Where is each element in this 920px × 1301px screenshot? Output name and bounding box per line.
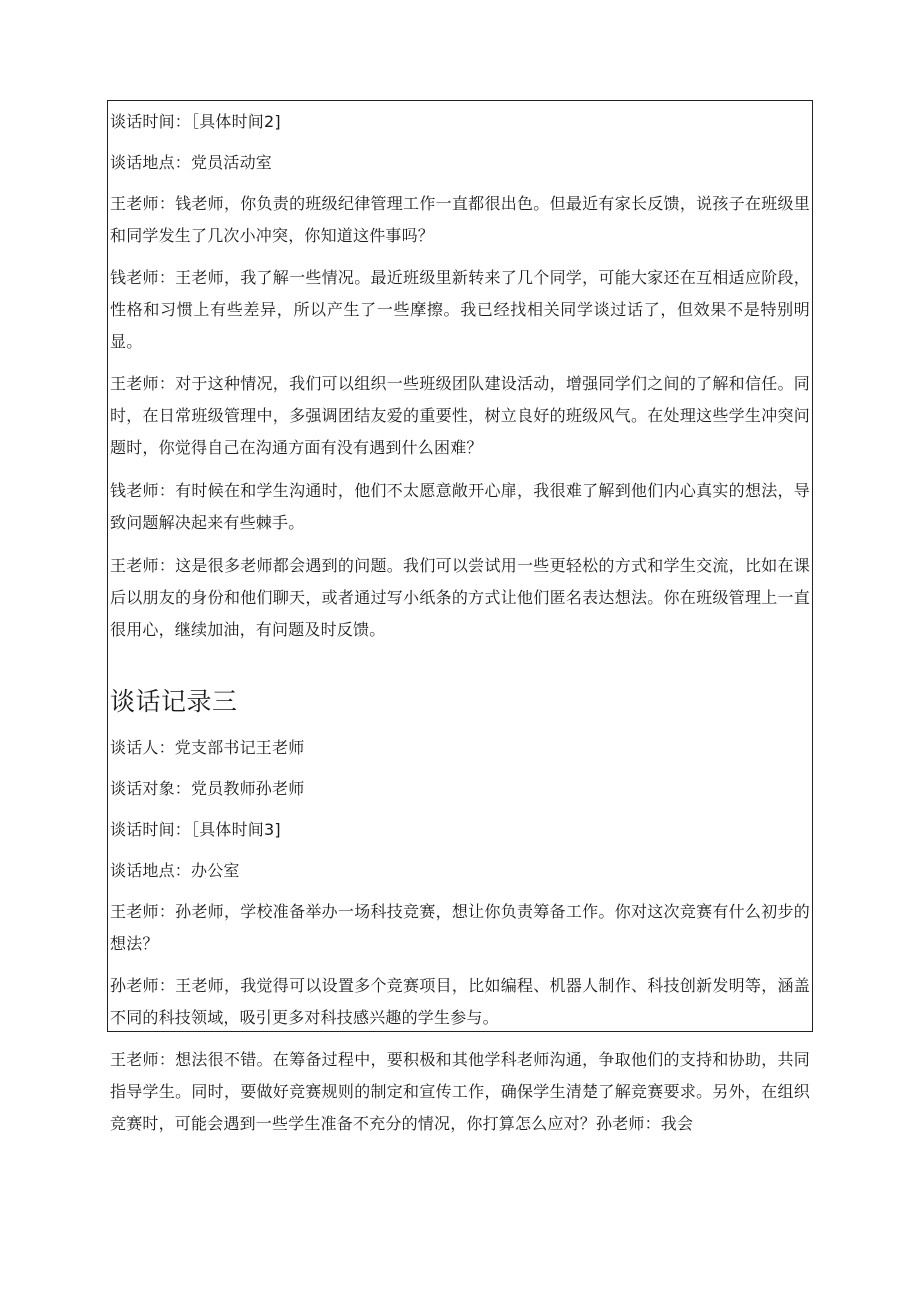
record3-target: 谈话对象：党员教师孙老师 xyxy=(110,779,305,798)
record2-dialogue-5: 王老师：这是很多老师都会遇到的问题。我们可以尝试用一些更轻松的方式和学生交流，比如在课后以朋友的身份和他们聊天，或者通过写小纸条的方式让他们匿名表达想法。你在班级管理上一直很用心，继续加油，有问题及时反馈。 xyxy=(110,556,810,639)
record2-dialogue-3: 王老师：对于这种情况，我们可以组织一些班级团队建设活动，增强同学们之间的了解和信任。同时，在日常班级管理中，多强调团结友爱的重要性，树立良好的班级风气。在处理这些学生冲突问题时，你觉得自己在沟通方面有没有遇到什么困难？ xyxy=(110,374,810,457)
record3-place: 谈话地点：办公室 xyxy=(110,861,240,880)
record2-dialogue-1: 王老师：钱老师，你负责的班级纪律管理工作一直都很出色。但最近有家长反馈，说孩子在班级里和同学发生了几次小冲突，你知道这件事吗？ xyxy=(110,194,810,245)
record3-time: 谈话时间：［具体时间3] xyxy=(110,820,281,839)
record3-speaker: 谈话人：党支部书记王老师 xyxy=(110,738,305,757)
record3-dialogue-3: 王老师：想法很不错。在筹备过程中，要积极和其他学科老师沟通，争取他们的支持和协助，共同指导学生。同时，要做好竞赛规则的制定和宣传工作，确保学生清楚了解竞赛要求。另外，在组织竞赛时，可能会遇到一些学生准备不充分的情况，你打算怎么应对？孙老师：我会 xyxy=(110,1050,810,1133)
record3-heading: 谈话记录三 xyxy=(110,687,238,716)
record2-dialogue-2: 钱老师：王老师，我了解一些情况。最近班级里新转来了几个同学，可能大家还在互相适应阶段，性格和习惯上有些差异，所以产生了一些摩擦。我已经找相关同学谈过话了，但效果不是特别明显。 xyxy=(110,268,810,351)
record3-dialogue-1: 王老师：孙老师，学校准备举办一场科技竞赛，想让你负责筹备工作。你对这次竞赛有什么初步的想法？ xyxy=(110,902,810,953)
record2-place: 谈话地点：党员活动室 xyxy=(110,153,273,172)
record3-dialogue-2: 孙老师：王老师，我觉得可以设置多个竞赛项目，比如编程、机器人制作、科技创新发明等，涵盖不同的科技领域，吸引更多对科技感兴趣的学生参与。 xyxy=(110,976,810,1027)
record2-time: 谈话时间：［具体时间2] xyxy=(110,112,281,131)
record2-dialogue-4: 钱老师：有时候在和学生沟通时，他们不太愿意敞开心扉，我很难了解到他们内心真实的想法，导致问题解决起来有些棘手。 xyxy=(110,481,810,532)
